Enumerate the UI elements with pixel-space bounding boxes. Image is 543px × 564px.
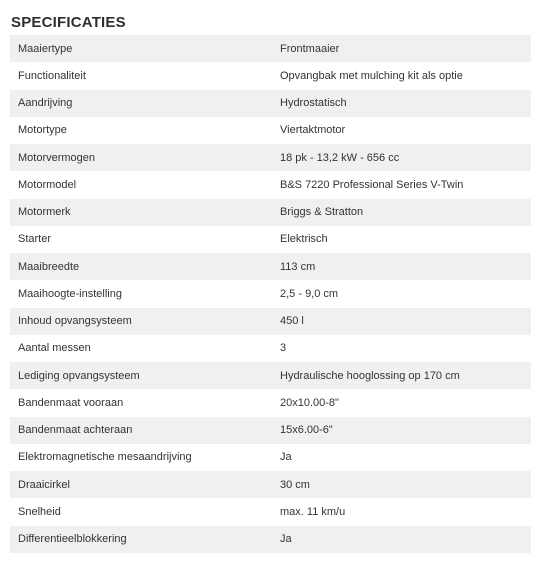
table-row xyxy=(10,62,531,89)
spec-label: Lediging opvangsysteem xyxy=(18,369,140,382)
spec-label: Starter xyxy=(18,233,52,246)
table-row xyxy=(10,362,531,389)
spec-label: Differentieelblokkering xyxy=(18,533,127,546)
spec-label: Bandenmaat vooraan xyxy=(18,396,124,409)
table-row xyxy=(10,444,531,471)
spec-label: Maaiertype xyxy=(18,42,73,55)
table-row xyxy=(10,226,531,253)
spec-label: Motorvermogen xyxy=(18,151,96,164)
spec-value: 3 xyxy=(280,342,287,355)
section-title: SPECIFICATIES xyxy=(11,14,126,31)
spec-value: Ja xyxy=(280,451,292,464)
spec-label: Maaibreedte xyxy=(18,260,80,273)
table-row xyxy=(10,308,531,335)
spec-label: Inhoud opvangsysteem xyxy=(18,315,132,328)
table-row xyxy=(10,90,531,117)
table-row xyxy=(10,35,531,62)
spec-label: Snelheid xyxy=(18,505,61,518)
spec-value: Frontmaaier xyxy=(280,42,340,55)
spec-value: Hydraulische hooglossing op 170 cm xyxy=(280,369,460,382)
spec-value: 18 pk - 13,2 kW - 656 cc xyxy=(280,151,400,164)
table-row xyxy=(10,335,531,362)
spec-label: Aandrijving xyxy=(18,97,73,110)
spec-value: Elektrisch xyxy=(280,233,328,246)
table-row xyxy=(10,117,531,144)
spec-value: 2,5 - 9,0 cm xyxy=(280,287,339,300)
table-row xyxy=(10,199,531,226)
spec-label: Motormodel xyxy=(18,178,77,191)
spec-value: max. 11 km/u xyxy=(280,505,346,518)
specifications-table xyxy=(10,35,531,553)
table-row xyxy=(10,144,531,171)
specifications-table-body xyxy=(10,35,531,553)
table-row xyxy=(10,498,531,525)
table-row xyxy=(10,417,531,444)
spec-label: Functionaliteit xyxy=(18,69,86,82)
spec-label: Elektromagnetische mesaandrijving xyxy=(18,451,192,464)
spec-value: Ja xyxy=(280,533,292,546)
table-row xyxy=(10,280,531,307)
spec-label: Bandenmaat achteraan xyxy=(18,424,133,437)
spec-value: 20x10.00-8" xyxy=(280,396,339,409)
table-row xyxy=(10,526,531,553)
table-row xyxy=(10,253,531,280)
spec-label: Maaihoogte-instelling xyxy=(18,287,122,300)
spec-label: Aantal messen xyxy=(18,342,91,355)
spec-value: 113 cm xyxy=(280,260,316,273)
spec-value: Hydrostatisch xyxy=(280,97,347,110)
spec-value: B&S 7220 Professional Series V-Twin xyxy=(280,178,464,191)
spec-label: Motortype xyxy=(18,124,67,137)
table-row xyxy=(10,389,531,416)
spec-value: Opvangbak met mulching kit als optie xyxy=(280,69,463,82)
spec-value: 15x6.00-6" xyxy=(280,424,333,437)
spec-value: Briggs & Stratton xyxy=(280,206,364,219)
table-row xyxy=(10,171,531,198)
spec-label: Motormerk xyxy=(18,206,71,219)
spec-value: 450 l xyxy=(280,315,304,328)
spec-value: 30 cm xyxy=(280,478,310,491)
table-row xyxy=(10,471,531,498)
spec-label: Draaicirkel xyxy=(18,478,70,491)
spec-value: Viertaktmotor xyxy=(280,124,346,137)
